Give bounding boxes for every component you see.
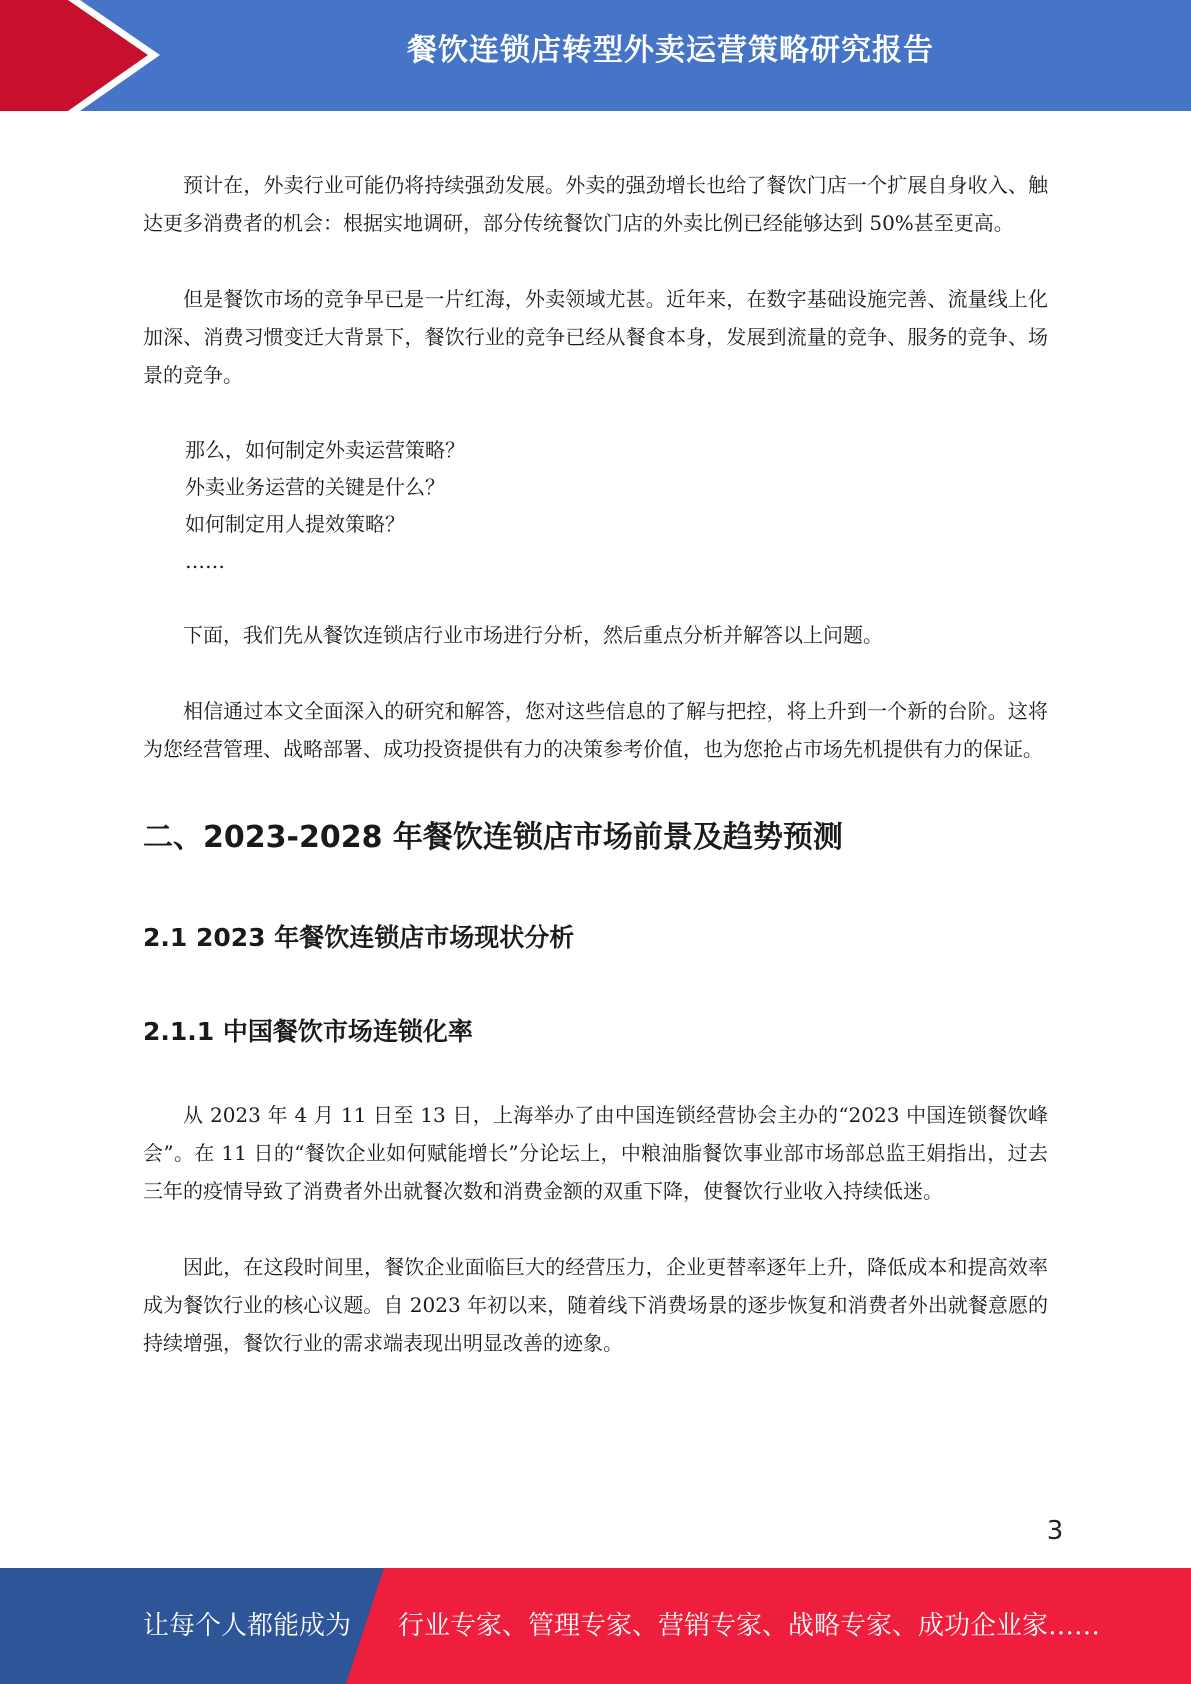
question-item: …… [185,549,225,573]
paragraph: 相信通过本文全面深入的研究和解答，您对这些信息的了解与把控，将上升到一个新的台阶。这将为您经营管理、战略部署、成功投资提供有力的决策参考价值，也为您抢占市场先机提供有力的保证。 [143,699,1048,761]
section-heading: 二、2023-2028 年餐饮连锁店市场前景及趋势预测 [143,820,843,855]
page-content [143,166,1048,1362]
paragraph: 从 2023 年 4 月 11 日至 13 日，上海举办了由中国连锁经营协会主办的“2023 中国连锁餐饮峰会”。在 11 日的“餐饮企业如何赋能增长”分论坛上，中粮油脂餐饮事业部市场部总监王娟指出，过去三年的疫情导致了消费者外出就餐次数和消费金额的双重下降，使餐饮行业收入持续低迷。 [143,1103,1048,1203]
question-item: 如何制定用人提效策略？ [185,512,405,536]
subsubsection-heading: 2.1.1 中国餐饮市场连锁化率 [143,1017,473,1046]
paragraph: 但是餐饮市场的竞争早已是一片红海，外卖领域尤甚。近年来，在数字基础设施完善、流量线上化加深、消费习惯变迁大背景下，餐饮行业的竞争已经从餐食本身，发展到流量的竞争、服务的竞争、场景的竞争。 [143,287,1048,387]
page-header [0,0,1191,111]
footer-slogan-right: 行业专家、管理专家、营销专家、战略专家、成功企业家…… [398,1611,1101,1641]
page-number: 3 [1046,1516,1064,1546]
paragraph: 下面，我们先从餐饮连锁店行业市场进行分析，然后重点分析并解答以上问题。 [183,623,883,647]
footer-slogan-left: 让每个人都能成为 [143,1611,352,1641]
question-item: 那么，如何制定外卖运营策略？ [185,438,465,462]
header-title: 餐饮连锁店转型外卖运营策略研究报告 [407,33,934,68]
paragraph: 预计在，外卖行业可能仍将持续强劲发展。外卖的强劲增长也给了餐饮门店一个扩展自身收入、触达更多消费者的机会：根据实地调研，部分传统餐饮门店的外卖比例已经能够达到 50%甚至更高。 [143,173,1048,235]
question-list [143,432,1048,580]
paragraph: 因此，在这段时间里，餐饮企业面临巨大的经营压力，企业更替率逐年上升，降低成本和提高效率成为餐饮行业的核心议题。自 2023 年初以来，随着线下消费场景的逐步恢复和消费者外出就餐意愿的持续增强，餐饮行业的需求端表现出明显改善的迹象。 [143,1255,1048,1355]
question-item: 外卖业务运营的关键是什么？ [185,475,445,499]
subsection-heading: 2.1 2023 年餐饮连锁店市场现状分析 [143,923,575,952]
page-footer [0,1568,1191,1684]
